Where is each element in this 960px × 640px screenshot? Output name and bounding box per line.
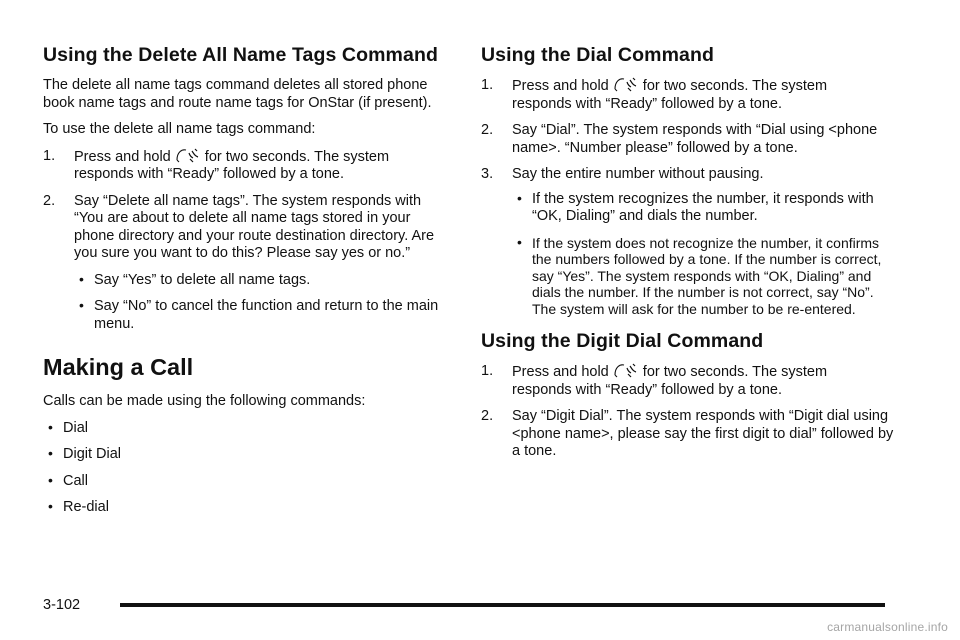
delete-lead: To use the delete all name tags command: [43,121,316,137]
delete-intro: The delete all name tags command deletes all stored phone book name tags and route name tags for OnStar (if present). [43,77,432,111]
list-item: • Re-dial [48,498,109,515]
left-column [43,44,451,526]
list-item: • If the system recognizes the number, it responds with “OK, Dialing” and dials the number. [517,189,874,224]
list-item: • If the system does not recognize the number, it confirms the numbers followed by a tone. If the number is correct, say “Yes”. The system responds with “OK, Dialing” and dials the number. If the number is not correct, say “No”. The system will ask for the number to be re-entered. [517,233,882,317]
dial-step-3: 3. Say the entire number without pausing. [481,166,764,182]
digit-step-2: 2. Say “Digit Dial”. The system responds with “Digit dial using <phone name>, please say the first digit to dial” followed by a tone. [481,408,894,459]
list-item: • Dial [48,418,88,436]
talk-button-icon [614,363,638,378]
digit-step-1: 1. Press and hold for two seconds. The system responds with “Ready” followed by a tone. [481,363,828,398]
list-item: • Call [48,471,88,489]
digit-heading: Using the Digit Dial Command [481,330,764,352]
list-item: • Digit Dial [48,445,122,462]
dial-bullets [512,191,901,318]
page-number: 3-102 [43,597,81,613]
talk-button-icon [614,77,638,92]
call-heading: Making a Call [43,354,194,380]
dial-steps [481,77,901,184]
delete-steps [43,148,451,263]
delete-bullets [74,272,451,334]
digit-steps [481,363,901,461]
delete-step-2: 2. Say “Delete all name tags”. The system responds with “You are about to delete all name tags stored in your phone directory and your route destination directory. Are you sure you want to do this? Please say yes or no.” [43,192,435,261]
delete-step-1: 1. Press and hold for two seconds. The system responds with “Ready” followed by a tone. [43,147,390,182]
list-item: • Say “No” to cancel the function and return to the main menu. [79,297,439,332]
talk-button-icon [176,148,200,163]
watermark: carmanualsonline.info [827,620,948,634]
call-bullets [43,420,451,517]
right-column [481,44,901,470]
dial-heading: Using the Dial Command [481,44,714,66]
dial-step-1: 1. Press and hold for two seconds. The system responds with “Ready” followed by a tone. [481,77,828,112]
dial-step-2: 2. Say “Dial”. The system responds with “Dial using <phone name>. “Number please” followed by a tone. [481,122,878,156]
delete-heading: Using the Delete All Name Tags Command [43,44,438,66]
footer-rule [120,603,885,607]
list-item: • Say “Yes” to delete all name tags. [79,270,311,288]
call-lead: Calls can be made using the following commands: [43,393,366,409]
